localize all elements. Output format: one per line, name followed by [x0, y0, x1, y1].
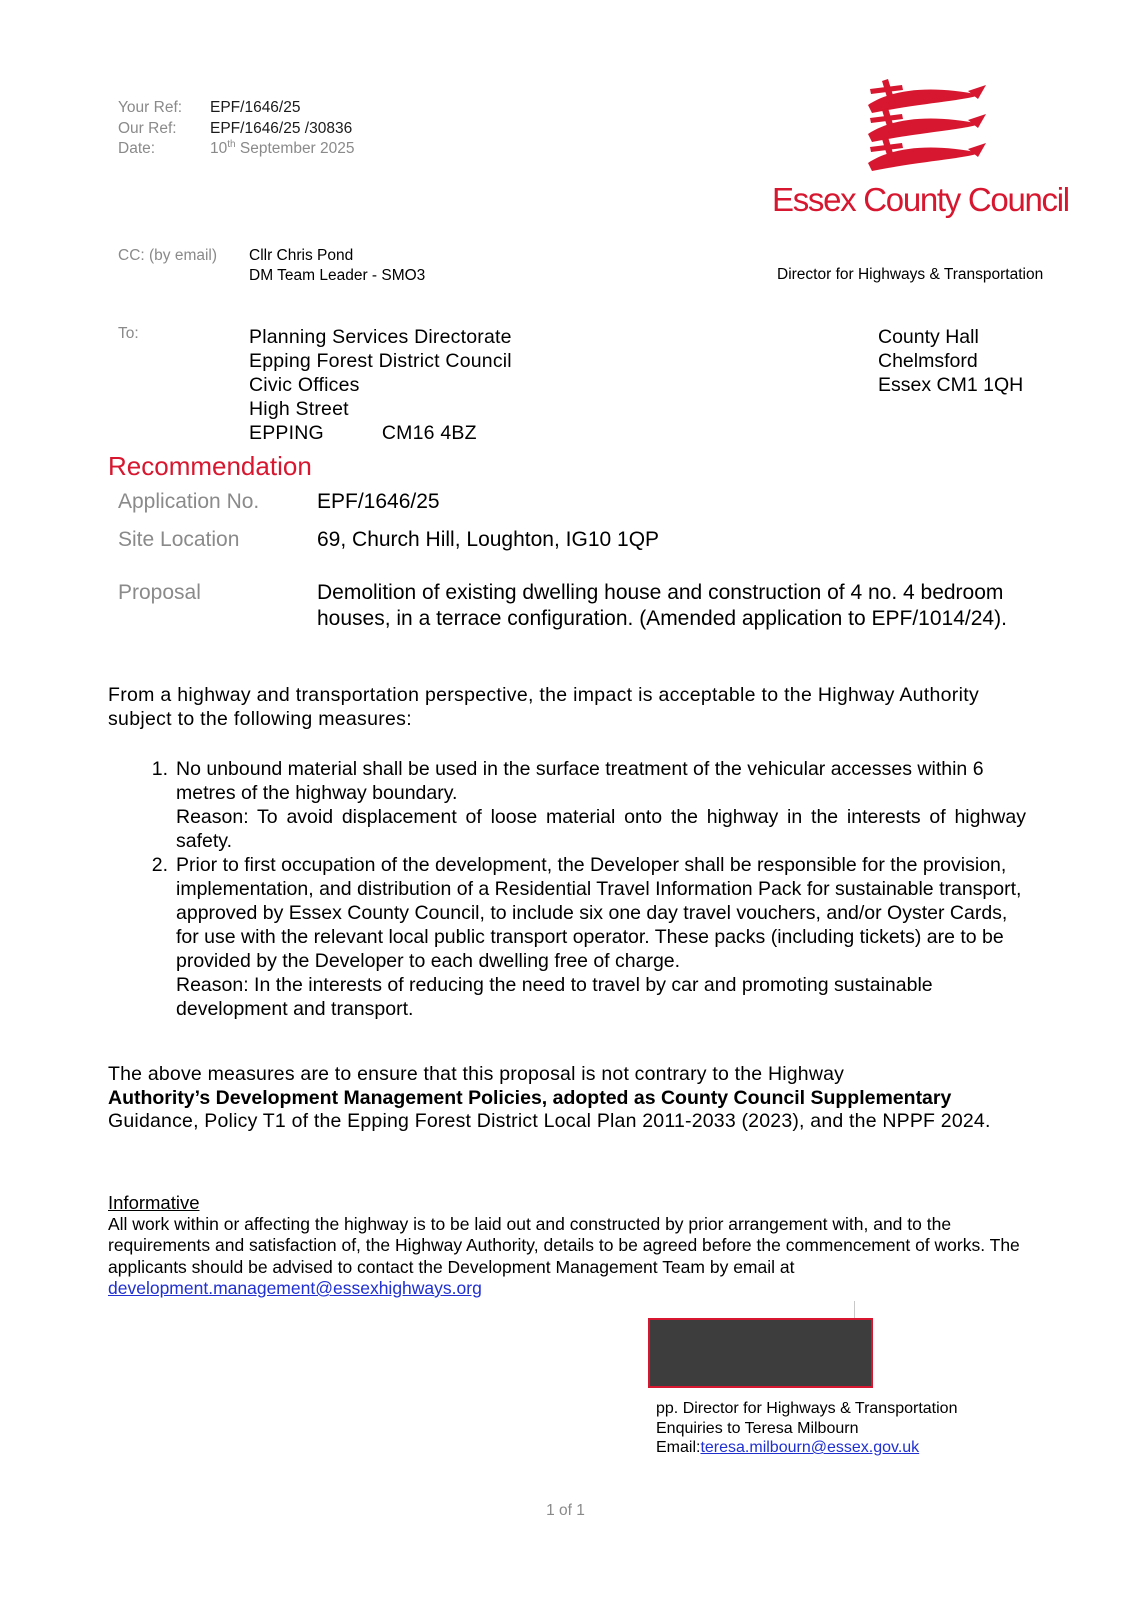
measure-number: 1. [151, 758, 168, 780]
signature-block [656, 1399, 957, 1458]
dm-email-link[interactable]: development.management@essexhighways.org [108, 1278, 482, 1298]
sender-address [878, 325, 1023, 397]
to-label: To: [118, 325, 139, 342]
application-label: Application No. [118, 490, 260, 513]
address-postcode: CM16 4BZ [381, 422, 477, 444]
director-title: Director for Highways & Transportation [777, 266, 1044, 283]
address-line: Civic Offices [249, 374, 360, 396]
cc-recipient-2: DM Team Leader - SMO3 [249, 267, 426, 284]
cc-recipient-1: Cllr Chris Pond [249, 247, 354, 264]
cc-label: CC: (by email) [118, 247, 218, 264]
measure-number: 2. [151, 854, 168, 876]
council-name: Essex County Council [772, 181, 1069, 218]
date-label: Date: [118, 140, 156, 157]
closing-text: Guidance, Policy T1 of the Epping Forest District Local Plan 2011-2033 (2023), and the NPPF 2024. [108, 1110, 991, 1132]
seaxes-icon [862, 75, 992, 175]
cc-block [118, 246, 425, 286]
recommendation-heading: Recommendation [108, 451, 312, 481]
site-location: 69, Church Hill, Loughton, IG10 1QP [317, 528, 660, 551]
date-day: 10 [210, 140, 228, 157]
redacted-signature [648, 1318, 873, 1388]
sender-address-line: County Hall [878, 326, 979, 348]
measure-text: Prior to first occupation of the development, the Developer shall be responsible for the provision, implementation, and distribution of a Residential Travel Information Pack for sustainable transport, approved by Essex County Council, to include six one day travel vouchers, and/or Oyster Cards, for use with the relevant local public transport operator. These packs (including tickets) are to be provided by the Developer to each dwelling free of charge. [176, 854, 1022, 972]
date-rest: September 2025 [235, 140, 355, 157]
measure-reason: Reason: To avoid displacement of loose material onto the highway in the interests of highway safety. [176, 806, 1026, 852]
closing-paragraph [108, 1063, 1033, 1134]
measure-text: No unbound material shall be used in the surface treatment of the vehicular accesses within 6 metres of the highway boundary. [176, 758, 984, 804]
informative-heading: Informative [108, 1192, 200, 1213]
reference-block [118, 98, 355, 160]
address-line: Planning Services Directorate [249, 326, 512, 348]
informative-text: All work within or affecting the highway is to be laid out and constructed by prior arrangement with, and to the requirements and satisfaction of, the Highway Authority, details to be agreed before the commencement of works. The applicants should be advised to contact the Development Management Team by email at [108, 1213, 1020, 1277]
list-item [108, 757, 1028, 853]
sender-address-line: Chelmsford [878, 350, 978, 372]
date-suffix: th [227, 139, 236, 150]
email-label: Email: [656, 1439, 701, 1456]
your-ref-label: Your Ref: [118, 99, 183, 116]
officer-email-link[interactable]: teresa.milbourn@essex.gov.uk [700, 1439, 920, 1456]
our-ref: EPF/1646/25 /30836 [210, 119, 353, 137]
signatory-title: pp. Director for Highways & Transportation [656, 1400, 958, 1417]
proposal-label: Proposal [118, 581, 201, 604]
proposal-text: Demolition of existing dwelling house and construction of 4 no. 4 bedroom houses, in a terrace configuration. (Amended application to EPF/1014/24). [317, 581, 1007, 630]
sender-address-line: Essex CM1 1QH [878, 374, 1024, 396]
address-town-line [249, 421, 512, 445]
letter-date [210, 139, 355, 160]
enquiries-contact: Enquiries to Teresa Milbourn [656, 1419, 859, 1437]
address-line: High Street [249, 398, 349, 420]
address-town: EPPING [249, 422, 324, 444]
address-line: Epping Forest District Council [249, 350, 512, 372]
measures-list [108, 757, 1028, 1021]
application-number: EPF/1646/25 [317, 490, 440, 513]
page-number: 1 of 1 [546, 1502, 585, 1519]
email-line [656, 1438, 957, 1458]
application-row [118, 490, 440, 514]
measure-reason: Reason: In the interests of reducing the need to travel by car and promoting sustainable development and transport. [176, 974, 933, 1020]
our-ref-label: Our Ref: [118, 119, 177, 137]
recipient-address [249, 325, 512, 445]
site-label: Site Location [118, 528, 240, 551]
site-row [118, 528, 659, 552]
intro-paragraph: From a highway and transportation perspective, the impact is acceptable to the Highway Authority subject to the following measures: [108, 684, 979, 730]
your-ref: EPF/1646/25 [210, 99, 301, 116]
closing-bold-text: Authority’s Development Management Policies, adopted as County Council Supplementary [108, 1086, 952, 1109]
proposal-row [118, 580, 1078, 632]
informative-section [108, 1192, 1038, 1300]
list-item [108, 853, 1028, 1021]
council-logo [772, 75, 1092, 219]
closing-text: The above measures are to ensure that this proposal is not contrary to the Highway [108, 1063, 845, 1085]
